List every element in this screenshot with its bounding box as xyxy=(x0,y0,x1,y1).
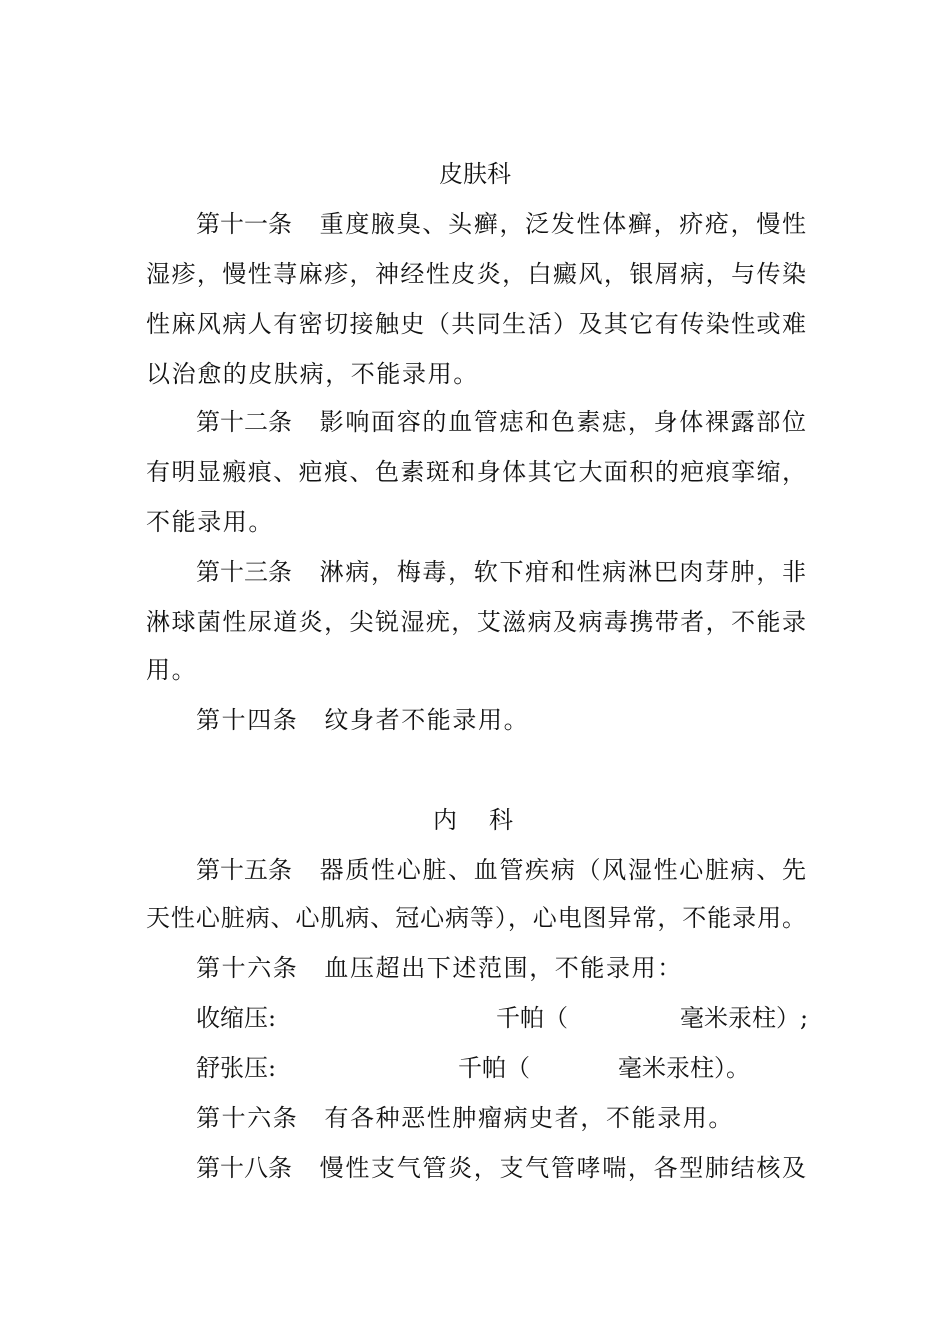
article-number: 第十三条 xyxy=(196,558,292,586)
section-heading-internal-medicine xyxy=(0,803,950,837)
article-12-first-line xyxy=(196,405,806,439)
article-14-line xyxy=(196,703,806,737)
article-16-line xyxy=(196,951,806,985)
article-text: 纹身者不能录用。 xyxy=(324,706,530,734)
article-text: 淋病，梅毒，软下疳和性病淋巴肉芽肿，非 xyxy=(318,558,806,586)
article-11-line: 性麻风病人有密切接触史（共同生活）及其它有传染性或难 xyxy=(146,310,806,338)
article-text: 重度腋臭、头癣，泛发性体癣，疥疮，慢性 xyxy=(318,210,806,238)
article-13-first-line xyxy=(196,555,806,589)
section-heading-text: 皮肤科 xyxy=(439,160,511,188)
article-number: 第十六条 xyxy=(196,954,299,982)
diastolic-label: 舒张压: xyxy=(196,1054,277,1082)
article-number: 第十五条 xyxy=(196,856,292,884)
section-heading-text: 内 科 xyxy=(433,806,517,834)
article-11-line: 湿疹，慢性荨麻疹，神经性皮炎，白癜风，银屑病，与传染 xyxy=(146,260,806,288)
article-18-first-line xyxy=(196,1151,806,1185)
article-16b-line xyxy=(196,1101,806,1135)
diastolic-unit-kpa: 千帕（ xyxy=(458,1054,530,1082)
systolic-unit-kpa: 千帕（ xyxy=(496,1004,568,1032)
article-12-line: 有明显瘢痕、疤痕、色素斑和身体其它大面积的疤痕挛缩， xyxy=(146,458,806,486)
article-11-line: 以治愈的皮肤病，不能录用。 xyxy=(146,360,479,388)
article-13-line: 淋球菌性尿道炎，尖锐湿疣，艾滋病及病毒携带者，不能录 xyxy=(146,608,806,636)
article-number: 第十二条 xyxy=(196,408,292,436)
article-text: 影响面容的血管痣和色素痣，身体裸露部位 xyxy=(318,408,806,436)
article-number: 第十一条 xyxy=(196,210,292,238)
article-text: 慢性支气管炎，支气管哮喘，各型肺结核及 xyxy=(318,1154,806,1182)
article-number: 第十八条 xyxy=(196,1154,292,1182)
article-11-first-line xyxy=(196,207,806,241)
section-heading-dermatology xyxy=(0,157,950,191)
article-13-line: 用。 xyxy=(146,656,198,684)
systolic-unit-mmhg: 毫米汞柱）; xyxy=(680,1004,809,1032)
diastolic-unit-mmhg: 毫米汞柱）。 xyxy=(618,1054,750,1082)
article-15-first-line xyxy=(196,853,806,887)
article-12-line: 不能录用。 xyxy=(146,508,274,536)
article-number: 第十六条 xyxy=(196,1104,299,1132)
article-text: 有各种恶性肿瘤病史者，不能录用。 xyxy=(324,1104,735,1132)
systolic-label: 收缩压: xyxy=(196,1004,277,1032)
article-text: 血压超出下述范围，不能录用： xyxy=(324,954,683,982)
article-text: 器质性心脏、血管疾病（风湿性心脏病、先 xyxy=(318,856,806,884)
article-number: 第十四条 xyxy=(196,706,299,734)
article-15-line: 天性心脏病、心肌病、冠心病等），心电图异常，不能录用。 xyxy=(146,904,806,932)
